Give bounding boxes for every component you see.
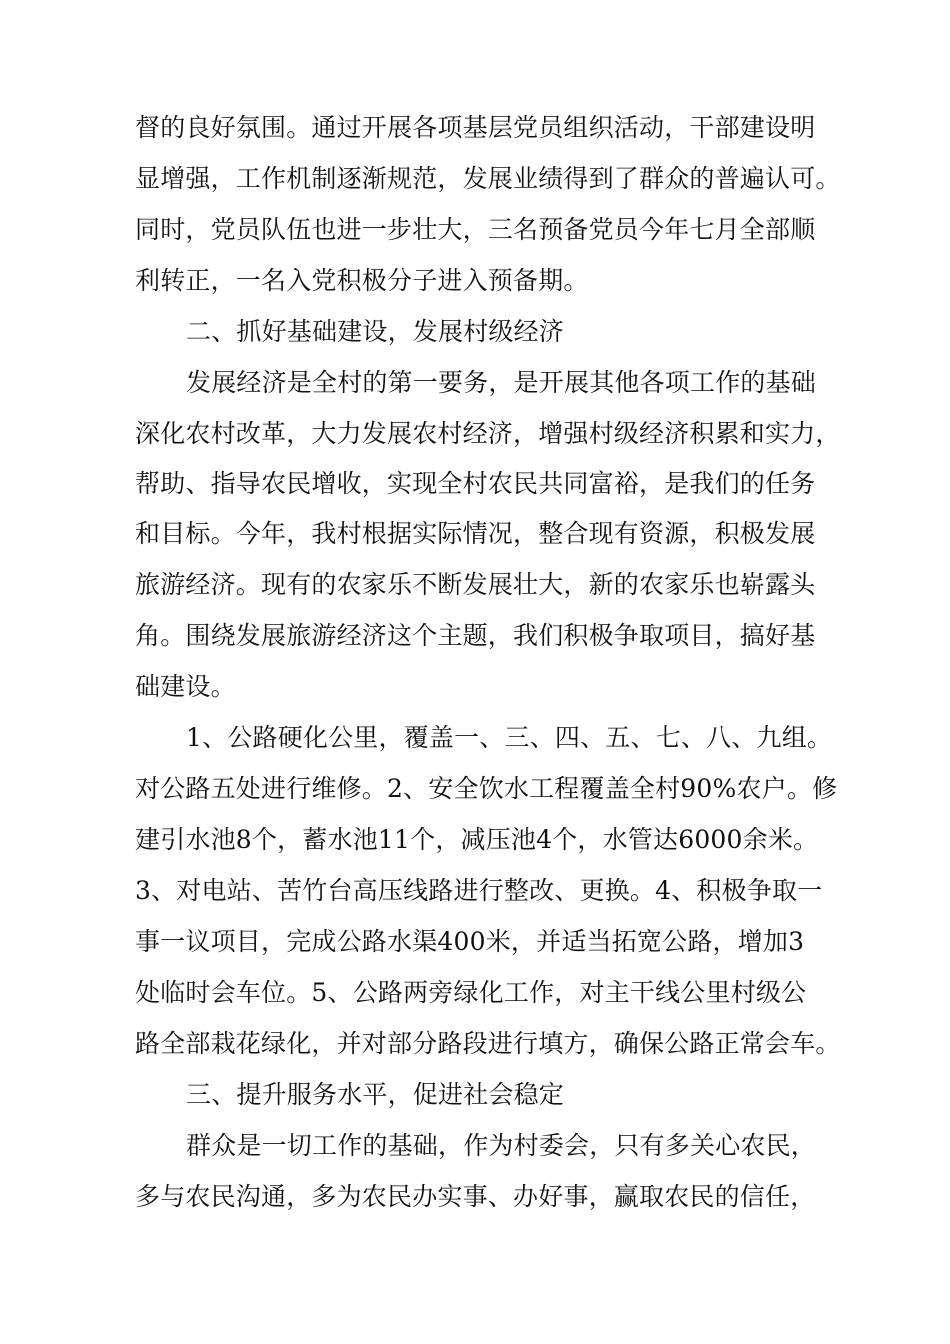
body-line-16: 3、对电站、苦竹台高压线路进行整改、更换。4、积极争取一 bbox=[135, 876, 823, 905]
body-line-15: 建引水池8个，蓄水池11个，减压池4个，水管达6000余米。 bbox=[135, 825, 819, 854]
body-line-17: 事一议项目，完成公路水渠400米，并适当拓宽公路，增加3 bbox=[135, 927, 805, 956]
body-line-12: 础建设。 bbox=[135, 672, 236, 701]
body-line-1: 督的良好氛围。通过开展各项基层党员组织活动，干部建设明 bbox=[135, 113, 816, 142]
body-line-11: 角。围绕发展旅游经济这个主题，我们积极争取项目，搞好基 bbox=[135, 621, 816, 650]
body-line-2: 显增强，工作机制逐渐规范，发展业绩得到了群众的普遍认可。 bbox=[135, 164, 841, 193]
paragraph-start-service: 群众是一切工作的基础，作为村委会，只有多关心农民， bbox=[186, 1131, 817, 1160]
body-line-7: 深化农村改革，大力发展农村经济，增强村级经济积累和实力， bbox=[135, 419, 841, 448]
body-line-9: 和目标。今年，我村根据实际情况，整合现有资源，积极发展 bbox=[135, 519, 816, 548]
body-line-19: 路全部栽花绿化，并对部分路段进行填方，确保公路正常会车。 bbox=[135, 1029, 841, 1058]
paragraph-start-economy: 发展经济是全村的第一要务，是开展其他各项工作的基础 bbox=[186, 368, 817, 397]
body-line-3: 同时，党员队伍也进一步壮大，三名预备党员今年七月全部顺 bbox=[135, 215, 816, 244]
body-line-18: 处临时会车位。5、公路两旁绿化工作，对主干线公里村级公 bbox=[135, 978, 807, 1007]
paragraph-start-projects: 1、公路硬化公里，覆盖一、三、四、五、七、八、九组。 bbox=[186, 723, 833, 752]
body-line-8: 帮助、指导农民增收，实现全村农民共同富裕，是我们的任务 bbox=[135, 469, 816, 498]
body-line-14: 对公路五处进行维修。2、安全饮水工程覆盖全村90%农户。修 bbox=[135, 774, 838, 803]
section-heading-3: 三、提升服务水平，促进社会稳定 bbox=[186, 1080, 565, 1109]
section-heading-2: 二、抓好基础建设，发展村级经济 bbox=[186, 317, 565, 346]
body-line-4: 利转正，一名入党积极分子进入预备期。 bbox=[135, 266, 589, 295]
body-line-22: 多与农民沟通，多为农民办实事、办好事，赢取农民的信任， bbox=[135, 1182, 816, 1211]
body-line-10: 旅游经济。现有的农家乐不断发展壮大，新的农家乐也崭露头 bbox=[135, 570, 816, 599]
